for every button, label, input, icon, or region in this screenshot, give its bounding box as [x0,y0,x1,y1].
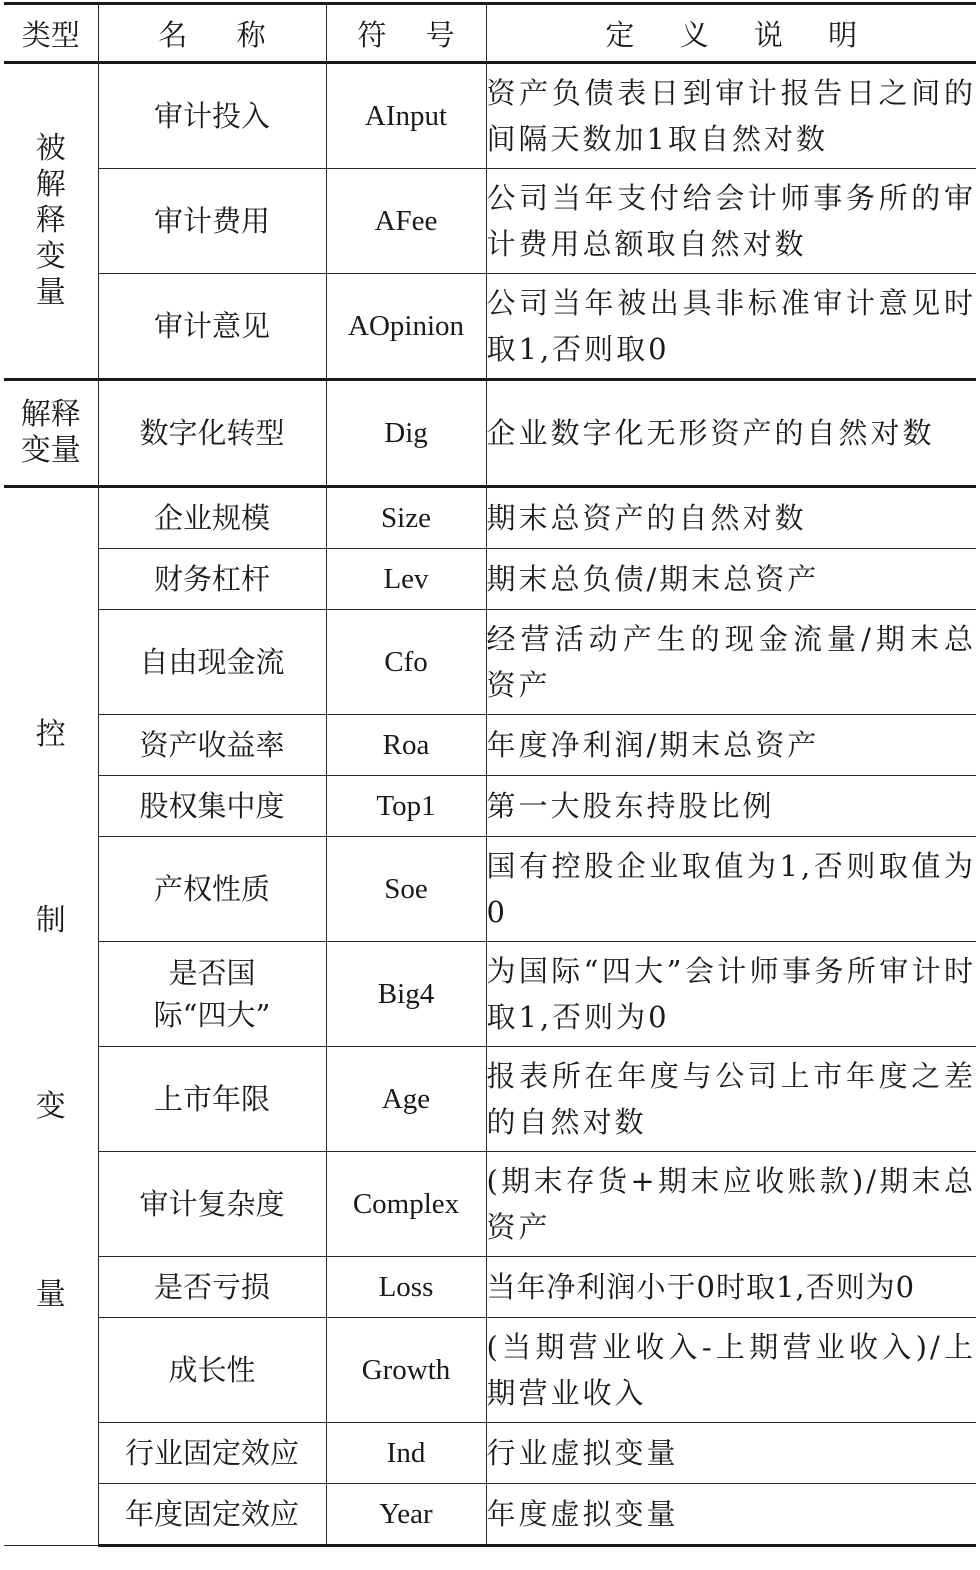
variable-symbol: Lev [326,549,486,610]
variable-name: 企业规模 [98,487,326,549]
type-label: 解释变量 [20,396,81,468]
table-row [4,776,976,837]
variable-definition: 年度净利润/期末总资产 [486,715,976,776]
variable-name: 是否国际“四大” [98,942,326,1047]
variable-definition: 期末总资产的自然对数 [486,487,976,549]
table-row [4,169,976,274]
variable-name: 审计复杂度 [98,1152,326,1257]
type-char: 量 [35,1277,66,1312]
variable-definition: 经营活动产生的现金流量/期末总资产 [486,610,976,715]
variable-definition: 第一大股东持股比例 [486,776,976,837]
type-cell-dependent [4,63,98,380]
header-symbol: 符 号 [326,4,486,63]
header-definition: 定 义 说 明 [486,4,976,63]
type-label: 被解释变量 [35,130,66,310]
variable-name: 产权性质 [98,837,326,942]
variable-name: 资产收益率 [98,715,326,776]
variable-symbol: AInput [326,63,486,169]
variable-definition: 公司当年支付给会计师事务所的审计费用总额取自然对数 [486,169,976,274]
variable-definition: 国有控股企业取值为1,否则取值为0 [486,837,976,942]
variable-name: 财务杠杆 [98,549,326,610]
variable-definition: (期末存货+期末应收账款)/期末总资产 [486,1152,976,1257]
table-row [4,837,976,942]
table-row [4,715,976,776]
header-name: 名 称 [98,4,326,63]
table-row [4,1484,976,1546]
table-row [4,1152,976,1257]
variable-symbol: Age [326,1047,486,1152]
table-row [4,63,976,169]
table-row [4,274,976,380]
variable-definition: 当年净利润小于0时取1,否则为0 [486,1257,976,1318]
table-row [4,1423,976,1484]
variable-name: 成长性 [98,1318,326,1423]
variable-definition: 公司当年被出具非标准审计意见时取1,否则取0 [486,274,976,380]
table-row [4,1318,976,1423]
variable-definition: 企业数字化无形资产的自然对数 [486,380,976,487]
variable-symbol: Big4 [326,942,486,1047]
variable-symbol: Soe [326,837,486,942]
variable-name: 数字化转型 [98,380,326,487]
table-row [4,549,976,610]
type-char: 制 [35,903,66,938]
variable-definition: 报表所在年度与公司上市年度之差的自然对数 [486,1047,976,1152]
table-row [4,610,976,715]
table-row [4,380,976,487]
variable-symbol: Cfo [326,610,486,715]
variable-name: 审计意见 [98,274,326,380]
table-row [4,942,976,1047]
variable-symbol: Complex [326,1152,486,1257]
variable-name: 上市年限 [98,1047,326,1152]
variable-symbol: Top1 [326,776,486,837]
variable-definition: 期末总负债/期末总资产 [486,549,976,610]
table-row [4,1257,976,1318]
variable-symbol: Loss [326,1257,486,1318]
table-row [4,487,976,549]
variable-name: 审计费用 [98,169,326,274]
variable-definition: 行业虚拟变量 [486,1423,976,1484]
variable-definition: 资产负债表日到审计报告日之间的间隔天数加1取自然对数 [486,63,976,169]
table-header-row [4,4,976,63]
variable-symbol: AOpinion [326,274,486,380]
variable-symbol: Roa [326,715,486,776]
variable-definition: 为国际“四大”会计师事务所审计时取1,否则为0 [486,942,976,1047]
variable-name: 是否亏损 [98,1257,326,1318]
variable-symbol: Dig [326,380,486,487]
variable-definition: (当期营业收入-上期营业收入)/上期营业收入 [486,1318,976,1423]
variable-symbol: Size [326,487,486,549]
variable-symbol: Year [326,1484,486,1546]
header-type: 类型 [4,4,98,63]
variable-definition: 年度虚拟变量 [486,1484,976,1546]
variable-name: 行业固定效应 [98,1423,326,1484]
table-row [4,1047,976,1152]
variable-definition-table [4,2,976,1547]
variable-symbol: Ind [326,1423,486,1484]
variable-symbol: AFee [326,169,486,274]
variable-name: 股权集中度 [98,776,326,837]
type-char: 控 [35,717,66,752]
type-char: 变 [35,1089,66,1124]
variable-symbol: Growth [326,1318,486,1423]
variable-name: 年度固定效应 [98,1484,326,1546]
type-cell-explanatory [4,380,98,487]
type-cell-control [4,487,98,1546]
variable-name: 自由现金流 [98,610,326,715]
variable-name: 审计投入 [98,63,326,169]
